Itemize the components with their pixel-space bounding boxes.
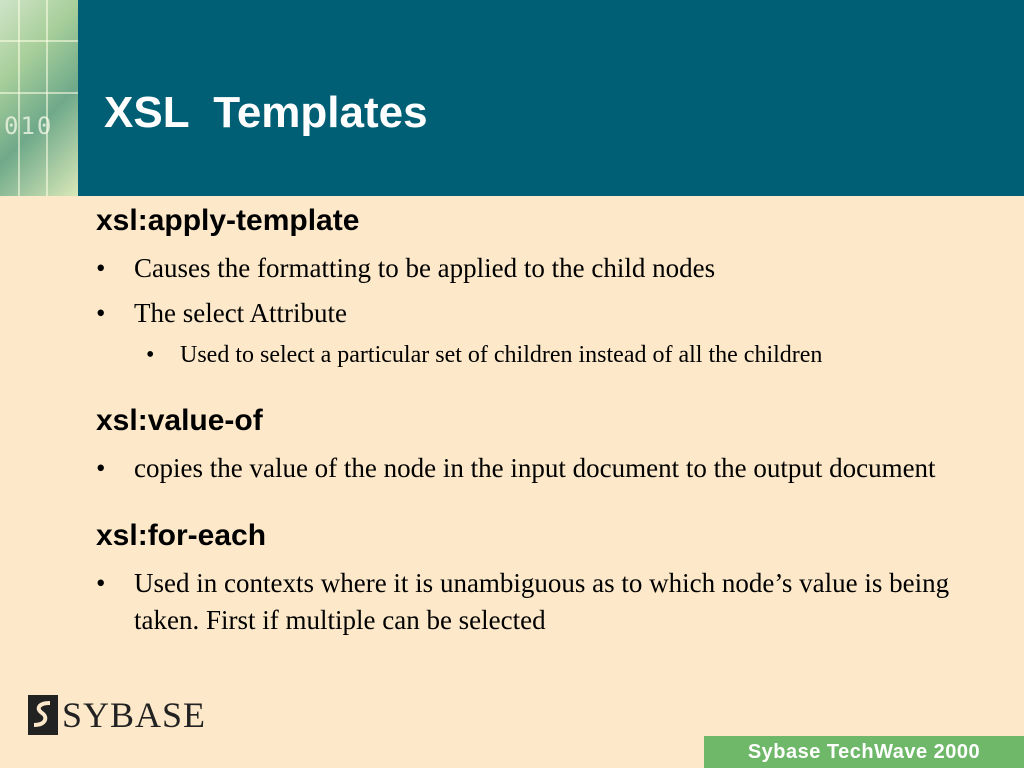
footer-badge: Sybase TechWave 2000: [704, 736, 1024, 768]
corner-grid-line: [46, 0, 48, 196]
section-heading-value-of: xsl:value-of: [96, 404, 263, 437]
corner-binary-text: 010: [4, 112, 54, 140]
bullet-item: • The select Attribute: [96, 295, 976, 332]
section-spacer: [96, 487, 976, 515]
corner-grid-line: [18, 0, 20, 196]
bullet-item: • Used in contexts where it is unambiguous as to which node’s value is being taken. First if multiple can be selected: [96, 565, 976, 639]
sybase-logo: [28, 694, 206, 736]
bullet-item: • Causes the formatting to be applied to the child nodes: [96, 250, 976, 287]
bullet-item: • copies the value of the node in the input document to the output document: [96, 450, 976, 487]
bullet-list: [96, 250, 976, 372]
slide-content: [96, 200, 976, 639]
sybase-logo-text: SYBASE: [62, 695, 207, 735]
section-spacer: [96, 372, 976, 400]
corner-decorative-image: [0, 0, 78, 196]
corner-grid-line: [0, 40, 78, 42]
bullet-list: [96, 450, 976, 487]
corner-grid-line: [0, 92, 78, 94]
bullet-list: [96, 565, 976, 639]
section-heading-apply-template: xsl:apply-template: [96, 204, 360, 237]
sub-bullet-item: • Used to select a particular set of children instead of all the children: [96, 338, 976, 372]
sybase-logo-mark-icon: [28, 695, 58, 735]
section-heading-for-each: xsl:for-each: [96, 519, 267, 552]
slide-title: XSL Templates: [104, 88, 428, 137]
